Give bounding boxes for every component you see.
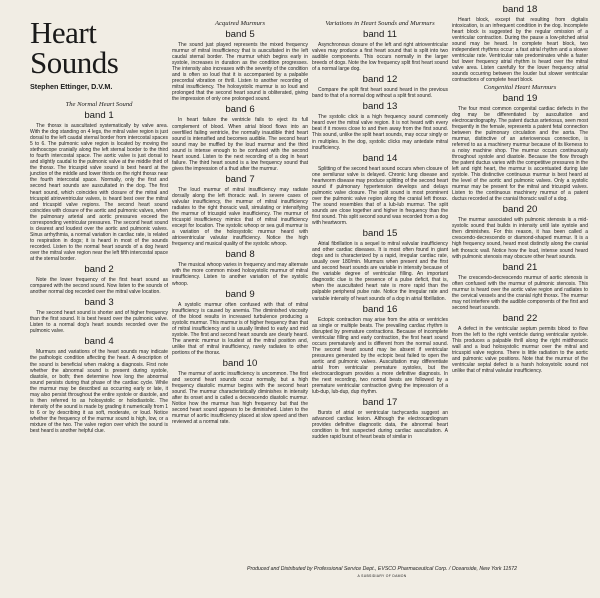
band-22-heading: band 22	[502, 312, 538, 324]
band-15-text: Atrial fibrillation is a sequel to mitral valvular insufficiency and other cardiac diseases. It is most often found in giant dogs and is characterized by a rapid, irregular cardiac rate, usually over 180/min. Murmurs when present and the first and second heart sounds are variable in intensity because of the variable degree of ventricular filling. An important diagnostic clue is the presence of a pulse deficit, that is, when the auscultated heart rate is more rapid than the palpable peripheral pulse rate. Notice the irregular rate and variable intensity of heart sounds of a dog in atrial fibrillation.	[312, 241, 448, 302]
band-15-heading: band 15	[362, 228, 398, 240]
band-20-text: The murmur associated with pulmonic stenosis is a mid-systolic sound that builds in intensity until late systole and then diminishes. For this reason, it has been called a crescendo-decrescendo or diamond-shaped murmur. It is a high frequency sound, heard most distinctly along the cranial left thoracic wall. Notice how the loud, intense sound heard with pulmonic stenosis may obscure other heart sounds.	[452, 217, 588, 260]
band-9-heading: band 9	[225, 288, 255, 300]
band-20-heading: band 20	[502, 204, 538, 216]
band-11-heading: band 11	[363, 29, 397, 40]
band-5-heading: band 5	[225, 29, 255, 40]
band-10-heading: band 10	[222, 357, 258, 369]
producer-credit: Produced and Distributed by Professional Service Dept., EVSCO Pharmaceutical Corp. / Oceanside, New York 11572	[247, 566, 517, 572]
band-6-heading: band 6	[225, 104, 255, 116]
band-2-text: Note the lower frequency of the first heart sound as compared with the second sound. Now listen to the sounds of another normal dog recorded over the mitral valve location.	[30, 277, 168, 296]
band-1-heading: band 1	[84, 110, 114, 121]
column-3	[312, 20, 448, 440]
band-18-text: Heart block, except that resulting from digitalis intoxication, is an infrequent condition in the dog. Incomplete heart block is suggested by the regular omission of a ventricular contraction. During the pause a low-pitched atrial sound may be heard. In complete heart block, two independent rhythms occur: a fast atrial rhythm and a slower ventricular rate. Ventricular rate predominates while a faster but lower frequency atrial rhythm is heard over the mitral valve area. Listen carefully for the lower frequency atrial sounds occurring between the louder but slower ventricular contractions of complete heart block.	[452, 17, 588, 84]
band-14-heading: band 14	[362, 152, 398, 164]
album-title-line-2: Sounds	[30, 45, 119, 80]
band-14-text: Splitting of the second heart sound occurs when closure of one semilunar valve is delayed. Chronic lung disease and heartworm disease may produce splitting of the second heart sound if pulmonary hypertension develops and delays pulmonic valve closure. The split sound is most prominent over the pulmonic valve region along the cranial left thorax. The sound resembles that of a lub-lub murmur. The split sounds are close together and higher in frequency than the first sound. This split second sound was recorded from a dog with heartworm.	[312, 165, 448, 227]
band-9-text: A systolic murmur often confused with that of mitral insufficiency is caused by anemia. The diminished viscosity of the blood results in increased turbulence producing a systolic murmur. This murmur is of higher frequency than that of mitral insufficiency and is usually limited to early and mid systole. The first and second heart sounds are clearly heard. The anemic murmur is loudest at the mitral position and, unlike that of mitral insufficiency, rarely radiates to other portions of the thorax.	[172, 301, 308, 356]
band-17-text: Bursts of atrial or ventricular tachycardia suggest an advanced cardiac lesion. Although the electrocardiogram provides definitive diagnostic data, the abnormal heart condition is first suspected during cardiac auscultation. A sudden rapid burst of heart beats of similar in	[312, 410, 448, 441]
album-title-line-1: Heart	[30, 15, 97, 50]
band-13-heading: band 13	[362, 101, 398, 113]
band-10-text: The murmur of aortic insufficiency is uncommon. The first and second heart sounds occur normally, but a high frequency diastolic murmur begins with the second heart sound. The murmur characteristically diminishes in intensity after its onset and is called a decrescendo diastolic murmur. Notice how the murmur has high frequency but that the second heart sound appears to be diminished. Listen to the murmur of aortic insufficiency placed at slow speed and then reviewed at a normal rate.	[172, 370, 308, 426]
band-4-text: Murmurs and variations of the heart sounds may indicate the pathologic condition affecting the heart. A description of the sound is beneficial when making a diagnosis. First note whether the abnormal sound is present during systole, diastole, or both; then determine how long the abnormal sound persists during that phase of the cardiac cycle. While the murmur may be described as occurring early or late, it may also persist throughout the entire systole or diastole, and is then referred to as holosystolic or holodiastolic. The intensity of the sound is made by grading it numerically from 1 to 6 or by describing it as soft, moderate, or loud. Notice whether the frequency of the murmur sound is high, low, or a mixture of the two. The valve region over which the sound is best heard is another helpful clue.	[30, 349, 168, 435]
band-2-heading: band 2	[84, 264, 114, 276]
band-18-heading: band 18	[502, 4, 538, 15]
section-heading-congenital: Congenital Heart Murmurs	[483, 83, 557, 91]
band-7-heading: band 7	[225, 173, 255, 185]
band-8-heading: band 8	[225, 249, 255, 261]
band-3-heading: band 3	[84, 297, 114, 309]
band-22-text: A defect in the ventricular septum permits blood to flow from the left to the right ventricle during ventricular systole. This produces a palpable thrill along the right midthoracic wall and a loud holosystolic murmur over the mitral and tricuspid valve regions. There is little radiation to the aortic and pulmonic valve positions. Note that the murmur of the ventricular septal defect is a harsh holosystolic sound not unlike that of mitral valvular insufficiency.	[452, 325, 588, 375]
column-1	[30, 15, 168, 435]
band-12-heading: band 12	[362, 74, 398, 86]
band-6-text: In heart failure the ventricle fails to eject its full complement of blood. When atrial blood flows into an overfilled failing ventricle, the normally inaudible third heart sound is intensified and becomes audible. The second heart sound may be muffled by the loud murmur and the third sound is intense enough to be confused with the second heart sound. Listen to the next recording of a dog in heart failure. The third heart sound is a low frequency sound that gives the impression of a thud after the murmur.	[172, 117, 308, 172]
band-17-heading: band 17	[362, 397, 398, 409]
band-1-text: The thorax is auscultated systematically by valve area. With the dog standing on 4 legs, the mitral valve region is just dorsal to the left caudal sternal border from intercostal spaces 5 to 6. The pulmonic valve region is located by moving the stethoscope cranially along the left sternal border to the third to fourth intercostal space. The aortic valve is just dorsal to and slightly caudal to the pulmonic valve at the middle third of the thorax. The tricuspid valve sound is best heard at the junction of the middle and lower thirds on the right thorax near the fourth intercostal space. Normally, only the first and second heart sounds are auscultated in the dog. The first heart sound, which coincides with closure of the mitral and tricuspid atrioventricular valves, is heard best over the mitral and tricuspid valve regions. The second heart sound coincides with closure of the aortic and pulmonic valves, when the pulmonary arterial and aortic pressures exceed the corresponding ventricular pressures. The second heart sound is clearest and loudest over the aortic and pulmonic valves. Sinus arrhythmia, a normal variation in cardiac rate, is related to respiration in dogs; it is heard in most of the sounds recorded. Listen to the normal heart sounds of a dog heard over the mitral valve region near the left fifth intercostal space at the sternal border.	[30, 123, 168, 263]
band-4-heading: band 4	[84, 336, 114, 348]
band-5-text: The sound just played represents the mixed frequency murmur of mitral insufficiency that is auscultated in the left caudal sternal border. The murmur which begins early in systole, increases in duration as the condition progresses. The intensity also increases with the severity of the condition and is often so loud that it is accompanied by a palpable precordial vibration or thrill. Listen to another recording of mitral insufficiency. The holosystolic murmur is so loud and prolonged that the second heart sound is obliterated, giving the impression of only one prolonged sound.	[172, 42, 308, 103]
band-21-text: The crescendo-decrescendo murmur of aortic stenosis is often confused with the murmur of pulmonic stenosis. This murmur is heard over the aortic valve region and radiates to the cervical vessels and the cranial right thorax. The murmur may not interfere with the audible components of the first and second heart sounds.	[452, 274, 588, 311]
band-13-text: The systolic click is a high frequency sound commonly heard over the mitral valve region. It is not heard with every beat if it moves close to and then away from the first sound. This sound, unlike the split heart sounds, may occur singly or in multiples. In the dog, systolic clicks may antedate mitral insufficiency.	[312, 114, 448, 151]
band-21-heading: band 21	[502, 261, 538, 273]
band-12-text: Compare the split first heart sound heard in the previous band to that of a normal dog without a split first sound.	[312, 87, 448, 100]
author-name: Stephen Ettinger, D.V.M.	[30, 82, 113, 91]
band-16-heading: band 16	[362, 303, 398, 315]
band-16-text: Ectopic contraction may arise from the atria or ventricles as single or multiple beats. The prevailing cardiac rhythm is disrupted by premature contractions. Because of incomplete ventricular filling and early contraction, the first heart sound occurs prematurely and is different from the normal sound. The second heart sound may be absent if ventricular pressures generated by the ectopic beat failed to open the aortic and pulmonic valves. Auscultation may differentiate atrial from ventricular premature systoles, but the electrocardiogram provides a more definitive diagnosis. In the next recording, two normal beats are followed by a premature ventricular contraction giving the impression of a lub-dup, lub-dup, dup rhythm.	[312, 316, 448, 396]
subsidiary-note: A SUBSIDIARY OF DAMON	[357, 574, 407, 578]
band-19-text: The four most common congenital cardiac defects in the dog may be differentiated by auscultation and electrocardiography. The patent ductus arteriosus, seen most frequently in the female, represents a patent fetal connection between the pulmonary circulation and the aorta. The murmur, distinctive of an arteriovenous connection, is referred to as a machinery murmur because of its likeness to a noisy machine shop. The murmur occurs continuously throughout systole and diastole. Because the flow through the patent ductus varies with the competitive pressures in the left and right heart, the murmur is accentuated during late systole. This distinctive continuous murmur is best heard at the level of the aortic and pulmonic valves. Only a systolic murmur may be present for the mitral and tricuspid valves. Listen to the continuous machinery murmur of a patent ductus recorded at the cranial thoracic wall of a dog.	[452, 105, 588, 203]
column-4	[452, 2, 588, 374]
section-heading-acquired: Acquired Murmurs	[214, 20, 266, 27]
band-7-text: The loud murmur of mitral insufficiency may radiate dorsally along the left thoracic wall. In severe cases of valvular insufficiency, the murmur of mitral insufficiency radiates to the right thoracic wall, simulating or intensifying the murmur of tricuspid valve insufficiency. The murmur of tricuspid insufficiency mimics that of mitral insufficiency except for location. The systolic whoop or sea gull murmur is a variation of the holosystolic murmur heard with atrioventricular valvular insufficiency. Notice the high frequency and musical quality of the systolic whoop.	[172, 186, 308, 248]
band-8-text: The musical whoop varies in frequency and may alternate with the more common mixed holosystolic murmur of mitral insufficiency. Listen to another variation of the systolic whoop.	[172, 262, 308, 287]
section-heading-normal: The Normal Heart Sound	[65, 101, 133, 108]
band-11-text: Asynchronous closure of the left and right atrioventricular valves may produce a first heart sound that is split into two audible components. This occurs normally in the larger breeds of dogs. Note the low frequency split first heart sound of a normal large dog.	[312, 42, 448, 73]
section-heading-variations: Variations in Heart Sounds and Murmurs	[325, 20, 435, 27]
band-19-heading: band 19	[502, 92, 538, 104]
column-2	[172, 20, 308, 425]
band-3-text: The second heart sound is shorter and of higher frequency than the first sound. It is best heard over the pulmonic valve. Listen to a normal dog's heart sounds recorded over the pulmonic valve.	[30, 310, 168, 335]
